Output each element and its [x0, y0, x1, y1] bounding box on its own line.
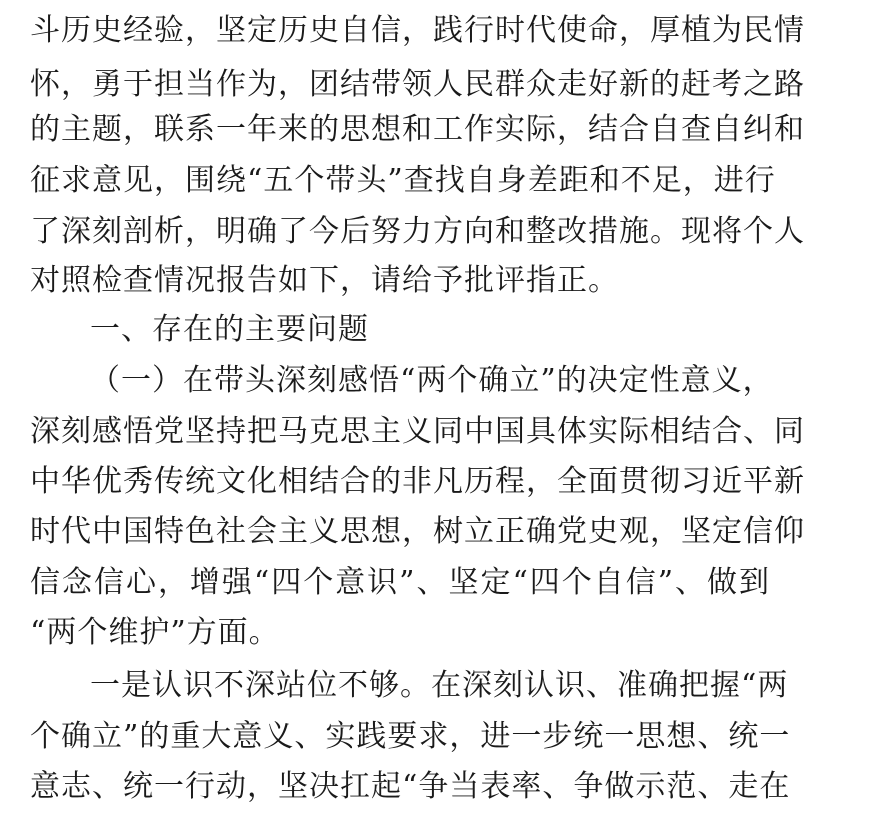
paragraph-line: 时 代 中 国 特 色 社 会 主 义 思 想 ， 树 立 正 确 党 史 观 ， 坚 定 信 仰 [30, 514, 805, 549]
paragraph-line: 怀 ， 勇 于 担 当 作 为 ， 团 结 带 领 人 民 群 众 走 好 新 的 赶 考 之 路 [30, 67, 805, 102]
paragraph-line: 深 刻 感 悟 党 坚 持 把 马 克 思 主 义 同 中 国 具 体 实 际 相 结 合 、 同 [30, 414, 805, 449]
paragraph-line: 对照检查情况报告如下，请给予批评指正。 [30, 263, 619, 298]
paragraph-line: 斗 历 史 经 验 ， 坚 定 历 史 自 信 ， 践 行 时 代 使 命 ， 厚 植 为 民 情 [30, 13, 805, 48]
paragraph-line: （一）在带头深刻感悟“两个确立”的决定性意义， [90, 363, 774, 398]
paragraph-line: 的 主 题 ， 联 系 一 年 来 的 思 想 和 工 作 实 际 ， 结 合 自 查 自 纠 和 [30, 112, 805, 147]
paragraph-line: 一、存在的主要问题 [90, 312, 369, 347]
paragraph-line: 一是认识不深站位不够。在深刻认识、准确把握“两 [90, 668, 789, 703]
paragraph-line: 征 求 意 见 ， 围 绕 “ 五 个 带 头 ” 查 找 自 身 差 距 和 不 足 ， 进 行 [30, 163, 776, 198]
paragraph-line: 了 深 刻 剖 析 ， 明 确 了 今 后 努 力 方 向 和 整 改 措 施 。 现 将 个 人 [30, 214, 805, 249]
paragraph-line: 个 确 立 ” 的 重 大 意 义 、 实 践 要 求 ， 进 一 步 统 一 思 想 、 统 一 [30, 719, 791, 754]
paragraph-line: 信 念 信 心 ， 增 强 “ 四 个 意 识 ” 、 坚 定 “ 四 个 自 信 ” 、 做 到 [30, 565, 770, 600]
paragraph-line: 中 华 优 秀 传 统 文 化 相 结 合 的 非 凡 历 程 ， 全 面 贯 彻 习 近 平 新 [30, 464, 805, 499]
paragraph-line: 意 志 、 统 一 行 动 ， 坚 决 扛 起 “ 争 当 表 率 、 争 做 示 范 、 走 在 [30, 769, 791, 804]
paragraph-line: “两个维护”方面。 [30, 615, 280, 650]
